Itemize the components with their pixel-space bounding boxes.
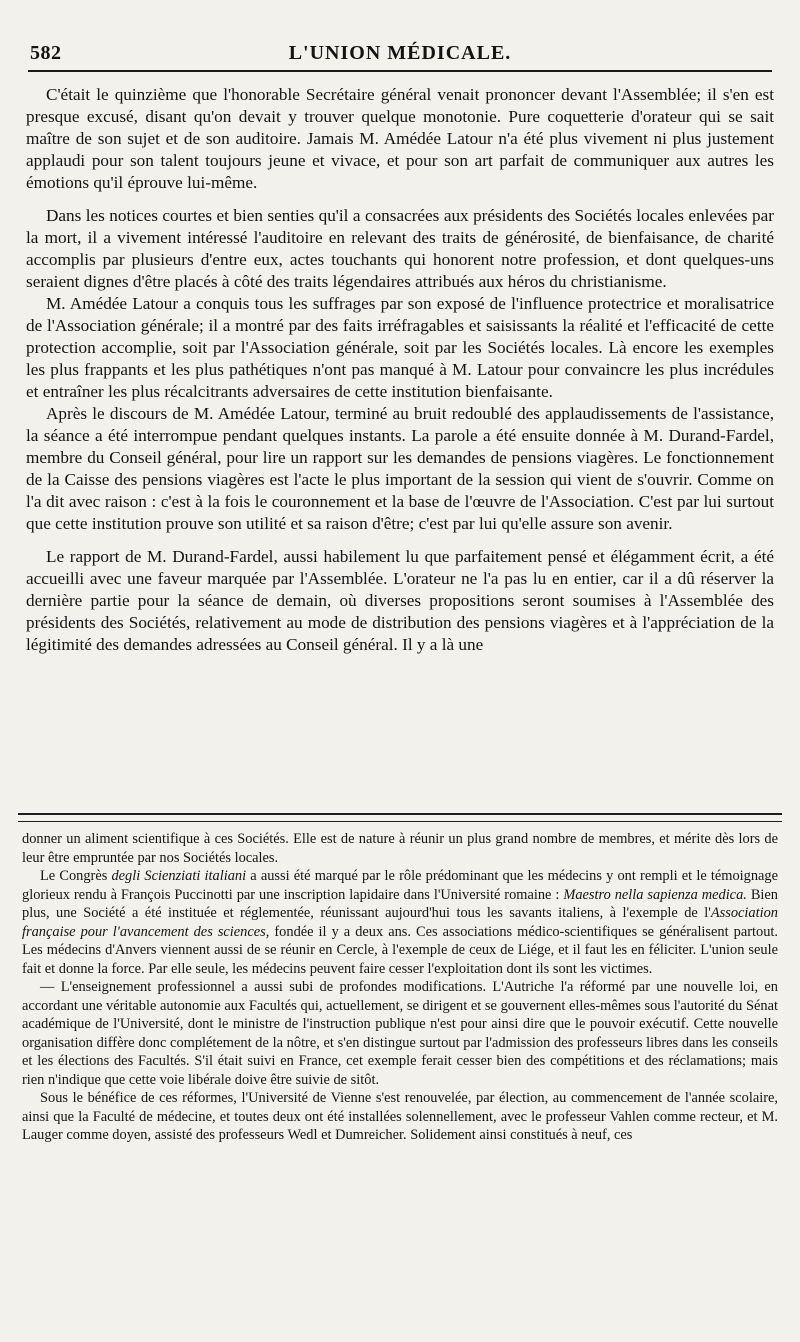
paragraph-gap [26,194,774,205]
footnote-paragraph: — L'enseignement professionnel a aussi subi de profondes modifications. L'Autriche l'a réformé par une nouvelle loi, en accordant une véritable autonomie aux Facultés qui, actuellement, se dirigent et se gouvernent elles-mêmes sous l'autorité du Sénat académique de l'Université, dont le ministre de l'instruction publique n'est pour ainsi dire que le pouvoir exécutif. Cette nouvelle organisation diffère donc complétement de la nôtre, et s'en distingue surtout par l'admission des professeurs libres dans les conseils et les élections des Facultés. S'il était suivi en France, cet exemple ferait cesser bien des compétitions et des réclamations; mais rien n'indique que cette voie libérale doive être suivie de sitôt. [22,979,778,1088]
paragraph: C'était le quinzième que l'honorable Secrétaire général venait prononcer devant l'Assemblée; il s'en est presque excusé, disant qu'on devait y trouver quelque monotonie. Pure coquetterie d'orateur qui se sait maître de son sujet et de son auditoire. Jamais M. Amédée Latour n'a été plus vivement ni plus justement applaudi pour son talent toujours jeune et vivace, et pour son art parfait de communiquer aux autres les émotions qu'il éprouve lui-même. [26,85,774,192]
paragraph: Dans les notices courtes et bien senties qu'il a consacrées aux présidents des Sociétés locales enlevées par la mort, il a vivement intéressé l'auditoire en relevant des traits de générosité, de bienfaisance, de charité accomplis par plusieurs d'entre eux, actes touchants qui honorent notre profession, et dont quelques-uns seraient dignes d'être placés à côté des traits légendaires attribués aux héros du christianisme. [26,206,774,291]
main-text [26,84,774,656]
footnote-paragraph [22,867,778,978]
footnotes [22,830,778,1145]
running-head: L'UNION MÉDICALE. [288,42,512,64]
footnote-paragraph: donner un aliment scientifique à ces Sociétés. Elle est de nature à réunir un plus grand nombre de membres, et mérite dès lors de leur être empruntée par nos Sociétés locales. [22,831,778,866]
header-rule [28,70,772,72]
footnote-italic: degli Scienziati italiani [111,868,247,884]
paragraph: Après le discours de M. Amédée Latour, terminé au bruit redoublé des applaudissements de l'assistance, la séance a été interrompue pendant quelques instants. La parole a été ensuite donnée à M. Durand-Fardel, membre du Conseil général, pour lire un rapport sur les demandes de pensions viagères. Le fonctionnement de la Caisse des pensions viagères est l'acte le plus important de la session qui vient de s'ouvrir. Comme on l'a dit avec raison : c'est à la fois le couronnement et la base de l'œuvre de l'Association. C'est par lui surtout que cette institution prouve son utilité et sa raison d'être; c'est par lui qu'elle assure son avenir. [26,404,774,533]
footnote-italic: Association française pour l'avancement des sciences [22,905,778,940]
footnote-text: , fondée il y a deux ans. Ces associations médico-scientifiques se généralisent partout. Les médecins d'Anvers viennent aussi de se réunir en Cercle, à l'exemple de ceux de Liége, et il faut les en féliciter. L'union seule fait et donne la force. Par elle seule, les médecins peuvent faire cesser l'exploitation dont ils sont les victimes. [22,923,778,977]
footnote-separator [18,813,782,822]
footnote-text: Bien plus, une Société a été instituée et réglementée, réunissant aujourd'hui tous les savants italiens, à l'exemple de l' [22,886,778,921]
paragraph-gap [26,535,774,546]
page-header [28,36,772,70]
footnote-italic: Maestro nella sapienza medica. [563,886,747,903]
page-number: 582 [30,42,62,64]
paragraph: Le rapport de M. Durand-Fardel, aussi habilement lu que parfaitement pensé et élégamment écrit, a été accueilli avec une faveur marquée par l'Assemblée. L'orateur ne l'a pas lu en entier, car il a dû réserver la dernière partie pour la séance de demain, où diverses propositions seront soumises à l'Assemblée des présidents des Sociétés, relativement au mode de distribution des pensions viagères et à l'appréciation de la légitimité des demandes adressées au Conseil général. Il y a là une [26,547,774,654]
paragraph: M. Amédée Latour a conquis tous les suffrages par son exposé de l'influence protectrice et moralisatrice de l'Association générale; il a montré par des faits irréfragables et saisissants la réalité et l'efficacité de cette protection accomplie, soit par l'Association générale, soit par les Sociétés locales. Là encore les exemples les plus frappants et les plus pathétiques n'ont pas manqué à M. Latour pour convaincre les plus incrédules et entraîner les plus récalcitrants adversaires de cette institution bienfaisante. [26,294,774,401]
footnote-paragraph: Sous le bénéfice de ces réformes, l'Université de Vienne s'est renouvelée, par élection, au commencement de l'année scolaire, ainsi que la Faculté de médecine, et toutes deux ont été installées solennellement, avec le professeur Vahlen comme recteur, et M. Lauger comme doyen, assisté des professeurs Wedl et Dumreicher. Solidement ainsi constitués à neuf, ces [22,1090,778,1143]
footnote-text: Le Congrès [40,868,112,884]
footnote-text: a aussi été marqué par le rôle prédominant que les médecins y ont rempli et le témoignage glorieux rendu à François Puccinotti par une inscription lapidaire dans l'Université romaine : [22,868,779,903]
